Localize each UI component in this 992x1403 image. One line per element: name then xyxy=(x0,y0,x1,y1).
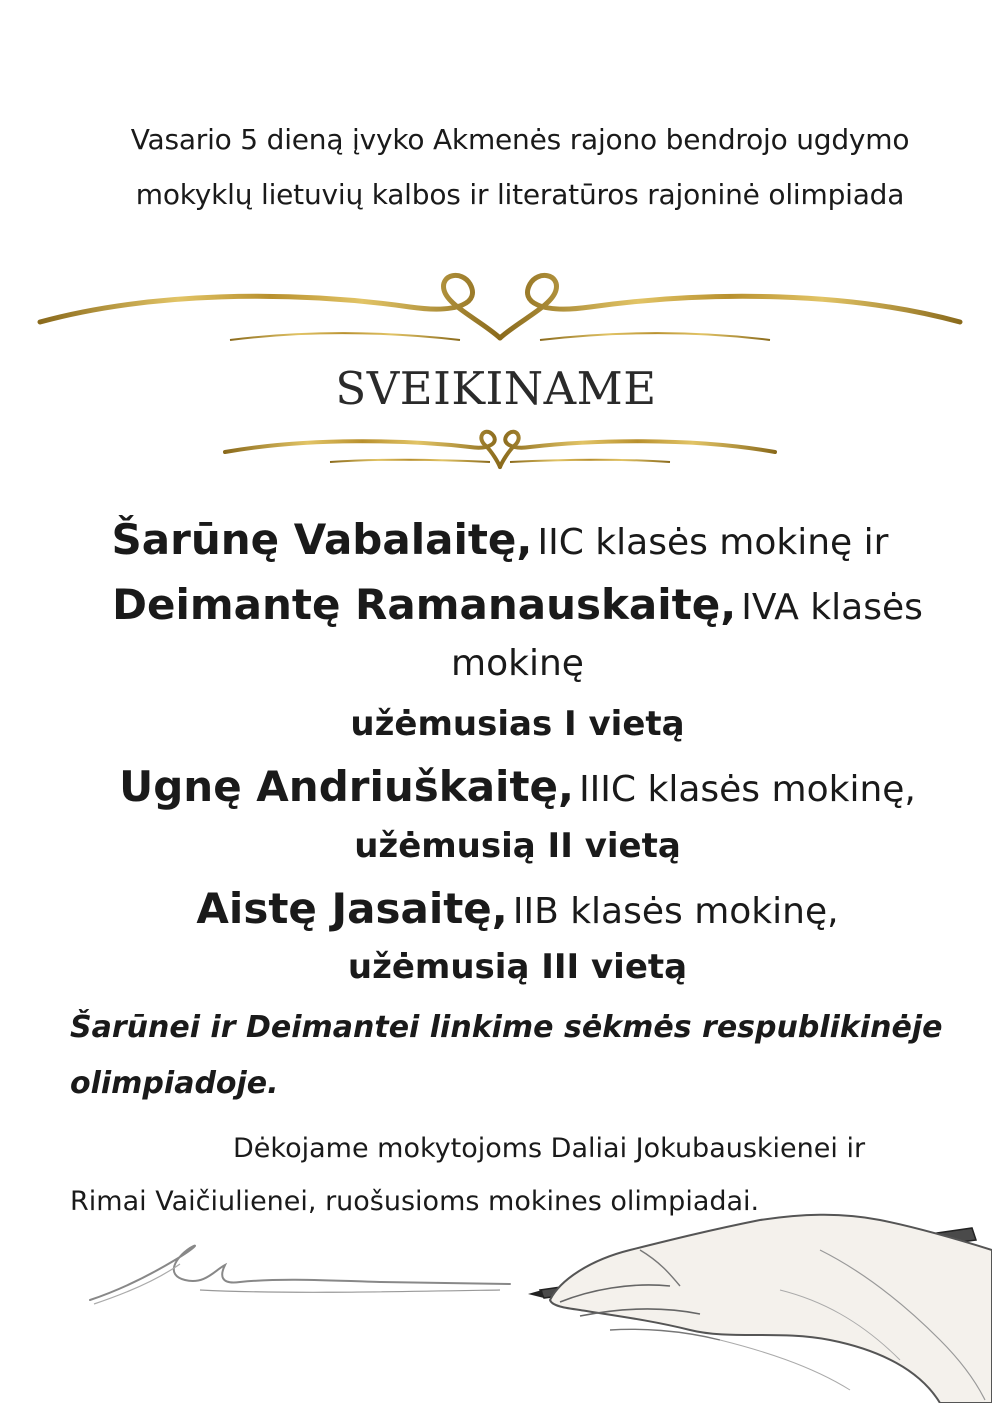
banner-title: SVEIKINAME xyxy=(335,362,657,415)
third-place-label: užėmusią III vietą xyxy=(347,947,688,987)
winner-1-name: Šarūnę Vabalaitę, xyxy=(111,515,533,564)
winner-3-name: Ugnę Andriuškaitę, xyxy=(119,762,574,811)
intro-line-1: Vasario 5 dieną įvyko Akmenės rajono bendrojo ugdymo xyxy=(130,123,910,156)
winner-2-class-cont: mokinę xyxy=(451,643,584,684)
first-place-label: užėmusias I vietą xyxy=(350,704,685,744)
signature-scribble xyxy=(80,1220,520,1310)
winner-4 xyxy=(0,884,992,933)
intro-line-2: mokyklų lietuvių kalbos ir literatūros rajoninė olimpiada xyxy=(135,178,905,211)
thanks-line-2: Rimai Vaičiulienei, ruošusioms mokines olimpiadai. xyxy=(70,1186,760,1217)
winner-1-class: IIC klasės mokinę ir xyxy=(537,522,889,563)
winner-2 xyxy=(0,580,992,629)
winner-2-name: Deimantę Ramanauskaitę, xyxy=(112,580,737,629)
thanks-line-1: Dėkojame mokytojoms Daliai Jokubauskienei ir xyxy=(233,1133,866,1164)
winner-3 xyxy=(0,762,992,811)
hand-with-pen-icon xyxy=(520,1190,992,1403)
winner-3-class: IIIC klasės mokinę, xyxy=(579,769,916,810)
wish-line-2: olimpiadoje. xyxy=(70,1066,279,1101)
winner-1 xyxy=(0,515,992,564)
winner-4-name: Aistę Jasaitę, xyxy=(196,884,508,933)
winner-4-class: IIB klasės mokinę, xyxy=(512,891,839,932)
second-place-label: užėmusią II vietą xyxy=(354,826,681,866)
wish-line-1: Šarūnei ir Deimantei linkime sėkmės respublikinėje xyxy=(70,1010,943,1045)
wish-text xyxy=(70,1000,950,1112)
winner-2-class: IVA klasės xyxy=(741,587,923,628)
intro-text xyxy=(60,112,980,222)
